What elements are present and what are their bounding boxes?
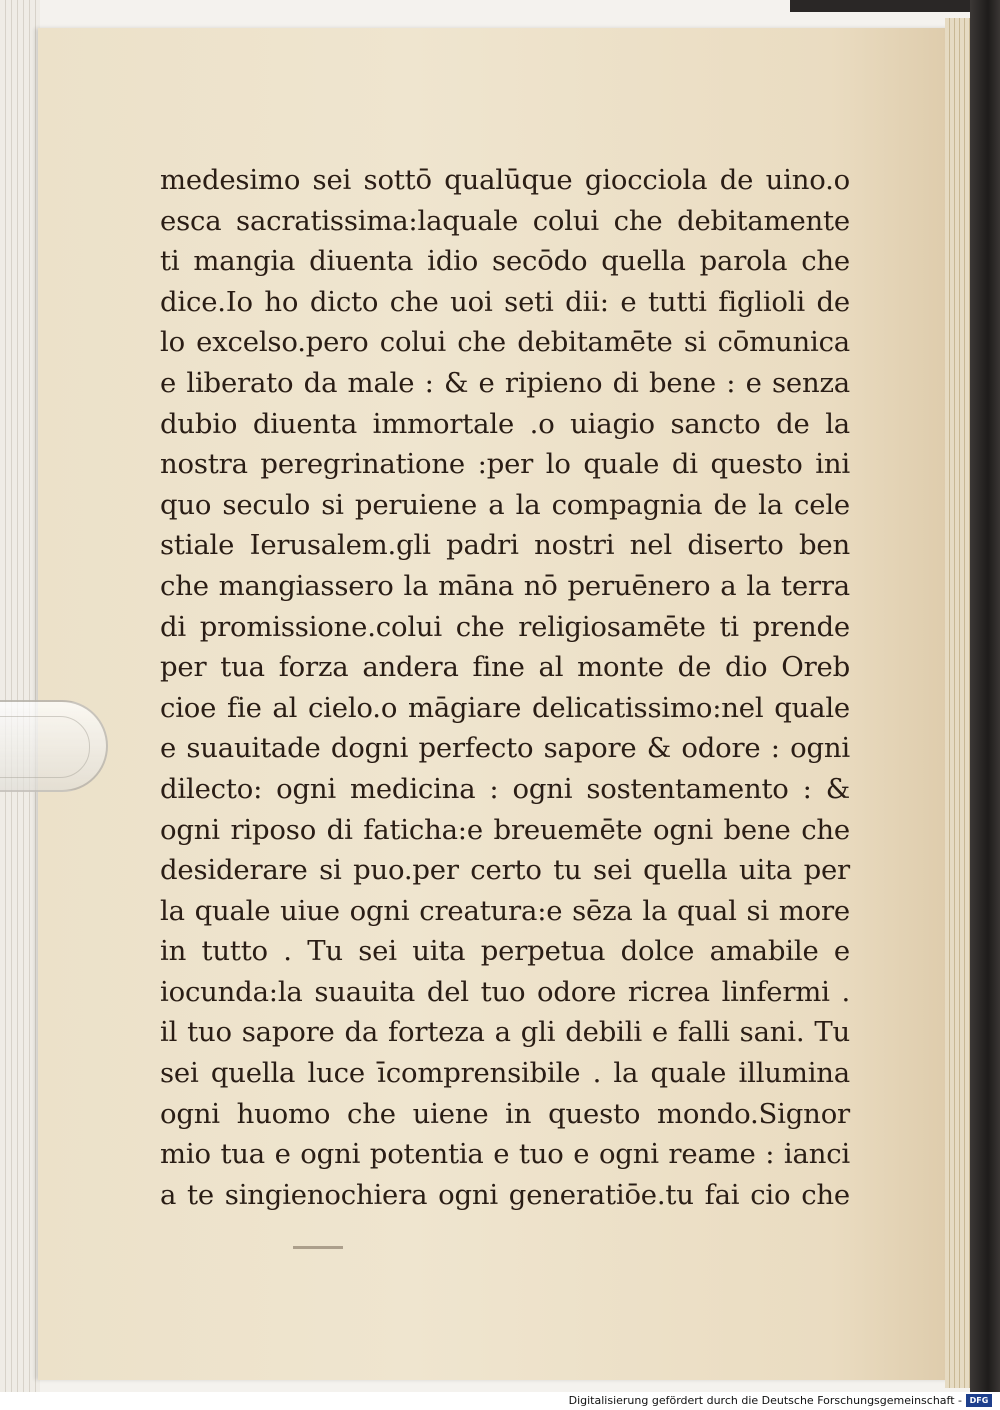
text-line: medesimo sei sottō qualūque giocciola de uino.o (160, 164, 850, 196)
text-line: ogni huomo che uiene in questo mondo.Signor (160, 1097, 850, 1130)
text-line: desiderare si puo.per certo tu sei quella uita per (160, 854, 850, 887)
page-edge-stack-left (0, 0, 40, 1392)
text-line: iocunda:la suauita del tuo odore ricrea linfermi . (160, 975, 850, 1008)
footer-bar (0, 1392, 1000, 1410)
text-line: esca sacratissima:laquale colui che debitamente (160, 204, 850, 237)
footer-credit: Digitalisierung gefördert durch die Deutsche Forschungsgemeinschaft - (568, 1394, 962, 1407)
text-line: la quale uiue ogni creatura:e sēza la qual si more (160, 894, 850, 927)
text-line: nostra peregrinatione :per lo quale di questo ini (160, 448, 850, 481)
text-line: e suauitade dogni perfecto sapore & odore : ogni (160, 732, 850, 765)
text-line: per tua forza andera fine al monte de dio Oreb (160, 651, 850, 684)
ink-smudge (293, 1246, 343, 1249)
page-clip-inner (0, 716, 90, 778)
text-line: ti mangia diuenta idio secōdo quella parola che (160, 245, 850, 278)
dfg-logo-icon: DFG (966, 1394, 992, 1407)
text-line: a te singienochiera ogni generatiōe.tu fai cio che (160, 1178, 850, 1211)
scan-top-band (790, 0, 1000, 12)
text-line: dilecto: ogni medicina : ogni sostentamento : & (160, 772, 850, 805)
text-line: sei quella luce īcomprensibile . la quale illumina (160, 1057, 850, 1090)
text-line: dice.Io ho dicto che uoi seti dii: e tutti figlioli de (160, 285, 850, 318)
text-line: cioe fie al cielo.o māgiare delicatissimo:nel quale (160, 691, 850, 724)
text-line: ogni riposo di faticha:e breuemēte ogni bene che (160, 813, 850, 846)
page-text (160, 160, 850, 1215)
text-line: mio tua e ogni potentia e tuo e ogni reame : ianci (160, 1138, 850, 1171)
page-edge-stack-right (945, 18, 970, 1388)
text-line: lo excelso.pero colui che debitamēte si cōmunica (160, 326, 850, 359)
text-line: in tutto . Tu sei uita perpetua dolce amabile e (160, 935, 850, 968)
book-binding (970, 0, 1000, 1392)
text-line: che mangiassero la māna nō peruēnero a la terra (160, 569, 850, 602)
text-line: stiale Ierusalem.gli padri nostri nel diserto ben (160, 529, 850, 562)
text-line: quo seculo si peruiene a la compagnia de la cele (160, 488, 850, 521)
text-line: e liberato da male : & e ripieno di bene : e senza (160, 366, 850, 399)
text-line: il tuo sapore da forteza a gli debili e falli sani. Tu (160, 1016, 850, 1049)
text-line: dubio diuenta immortale .o uiagio sancto de la (160, 407, 850, 440)
text-line: di promissione.colui che religiosamēte ti prende (160, 610, 850, 643)
